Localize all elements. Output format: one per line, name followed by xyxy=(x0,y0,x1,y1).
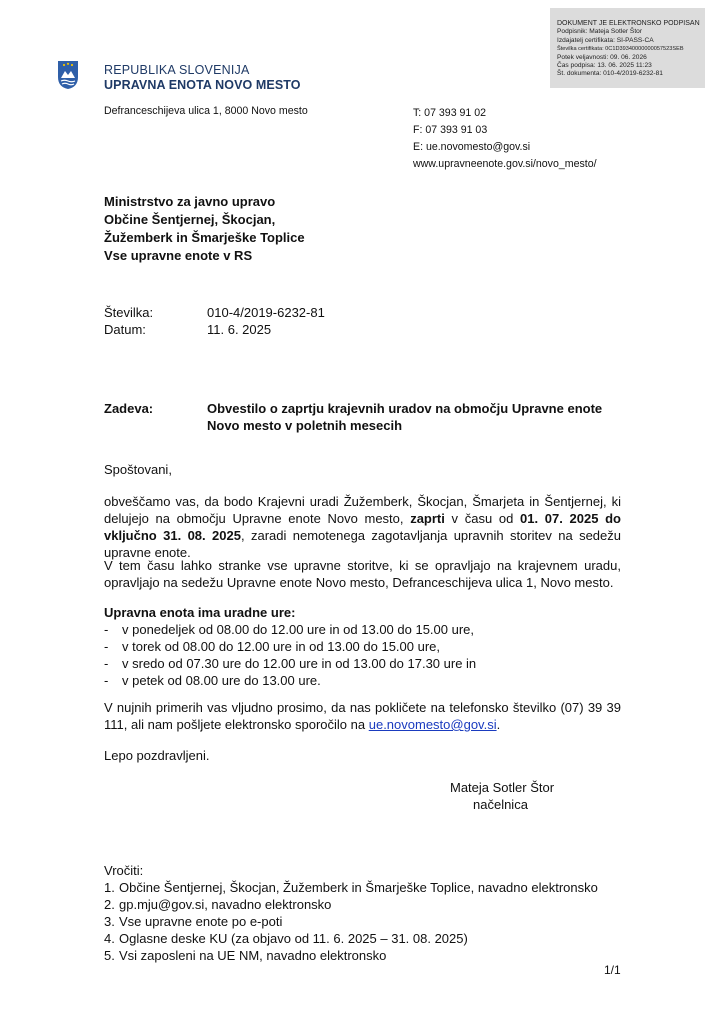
p3-text-b: . xyxy=(496,717,501,732)
p1-text-a: obveščamo vas, da bodo Krajevni uradi Žužemberk, Škocjan, Šmarjeta in Šentjernej, ki delujejo na območju Upravne enote Novo mesto, xyxy=(104,494,621,526)
subject-text: Obvestilo o zaprtju krajevnih uradov na območju Upravne enote Novo mesto v poletnih mesecih xyxy=(207,401,603,433)
paragraph-urgent-contact xyxy=(104,699,621,733)
recipient-line: Občine Šentjernej, Škocjan, xyxy=(104,212,276,227)
office-hours-block xyxy=(104,604,476,689)
office-address: Defranceschijeva ulica 1, 8000 Novo mesto xyxy=(104,105,308,117)
recipients-block xyxy=(104,193,305,265)
signature-document-number: Št. dokumenta: 010-4/2019-6232-81 xyxy=(557,70,663,78)
signature-cert-number: Številka certifikata: 0C1D39340000000057523SEB xyxy=(557,46,684,53)
signature-issuer: Izdajatelj certifikata: SI-PASS-CA xyxy=(557,36,654,44)
signer-name: Mateja Sotler Štor xyxy=(450,780,555,795)
office-hours-title: Upravna enota ima uradne ure: xyxy=(104,605,296,620)
document-number-label: Številka: xyxy=(104,305,154,320)
document-date-value: 11. 6. 2025 xyxy=(207,322,272,337)
recipient-line: Žužemberk in Šmarješke Toplice xyxy=(104,230,305,245)
p1-date-range: 01. 07. 2025 do vključno 31. 08. 2025 xyxy=(104,511,621,543)
page-number: 1/1 xyxy=(604,963,621,977)
logo-republic-text: REPUBLIKA SLOVENIJA xyxy=(104,63,250,77)
office-hours-item: - v ponedeljek od 08.00 do 12.00 ure in od 13.00 do 15.00 ure, xyxy=(104,622,475,637)
recipient-line: Ministrstvo za javno upravo xyxy=(104,194,276,209)
subject-label: Zadeva: xyxy=(104,401,154,416)
signer-title: načelnica xyxy=(473,797,528,812)
document-number-row xyxy=(104,304,325,321)
recipient-line: Vse upravne enote v RS xyxy=(104,248,253,263)
closing-greeting: Lepo pozdravljeni. xyxy=(104,748,210,763)
greeting: Spoštovani, xyxy=(104,462,172,477)
paragraph-closure-notice xyxy=(104,493,621,561)
contact-email: E: ue.novomesto@gov.si xyxy=(413,141,531,153)
p1-closed-word: zaprti xyxy=(410,511,445,526)
p3-text-a: V nujnih primerih vas vljudno prosimo, da nas pokličete na telefonsko številko (07) 39 39 111, ali nam pošljete elektronsko sporočilo na xyxy=(104,700,621,732)
delivery-block xyxy=(104,862,598,964)
signature-heading: DOKUMENT JE ELEKTRONSKO PODPISAN xyxy=(557,20,700,27)
contact-block xyxy=(413,105,597,173)
document-meta xyxy=(104,304,325,338)
contact-fax: F: 07 393 91 03 xyxy=(413,124,488,136)
delivery-item: 3. Vse upravne enote po e-poti xyxy=(104,914,283,929)
office-hours-item: - v sredo od 07.30 ure do 12.00 ure in od 13.00 do 17.30 ure in xyxy=(104,656,477,671)
document-date-row xyxy=(104,321,325,338)
signature-signer: Podpisnik: Mateja Sotler Štor xyxy=(557,28,643,36)
logo-unit-text: UPRAVNA ENOTA NOVO MESTO xyxy=(104,78,301,92)
delivery-item: 4. Oglasne deske KU (za objavo od 11. 6. 2025 – 31. 08. 2025) xyxy=(104,931,468,946)
p1-text-e: , zaradi nemotenega zagotavljanja upravnih storitev na sedežu upravne enote. xyxy=(104,528,621,560)
electronic-signature-box xyxy=(550,8,705,88)
document-date-label: Datum: xyxy=(104,322,146,337)
paragraph-services: V tem času lahko stranke vse upravne storitve, ki se opravljajo na krajevnem uradu, opravljajo na sedežu Upravne enote Novo mesto, Defranceschijeva ulica 1, Novo mesto. xyxy=(104,558,621,590)
email-link[interactable]: ue.novomesto@gov.si xyxy=(368,717,497,732)
delivery-item: 1. Občine Šentjernej, Škocjan, Žužemberk in Šmarješke Toplice, navadno elektronsko xyxy=(104,880,598,895)
delivery-item: 5. Vsi zaposleni na UE NM, navadno elektronsko xyxy=(104,948,387,963)
office-hours-item: - v torek od 08.00 do 12.00 ure in od 13.00 do 15.00 ure, xyxy=(104,639,441,654)
signature-time: Čas podpisa: 13. 06. 2025 11:23 xyxy=(557,62,652,70)
document-number-value: 010-4/2019-6232-81 xyxy=(207,305,325,320)
contact-website: www.upravneenote.gov.si/novo_mesto/ xyxy=(413,158,597,170)
contact-phone: T: 07 393 91 02 xyxy=(413,107,487,119)
signature-validity: Potek veljavnosti: 09. 06. 2026 xyxy=(557,53,647,61)
delivery-title: Vročiti: xyxy=(104,863,144,878)
p1-text-c: v času od xyxy=(444,511,521,526)
delivery-item: 2. gp.mju@gov.si, navadno elektronsko xyxy=(104,897,332,912)
office-hours-item: - v petek od 08.00 ure do 13.00 ure. xyxy=(104,673,321,688)
coat-of-arms-icon xyxy=(57,60,79,90)
